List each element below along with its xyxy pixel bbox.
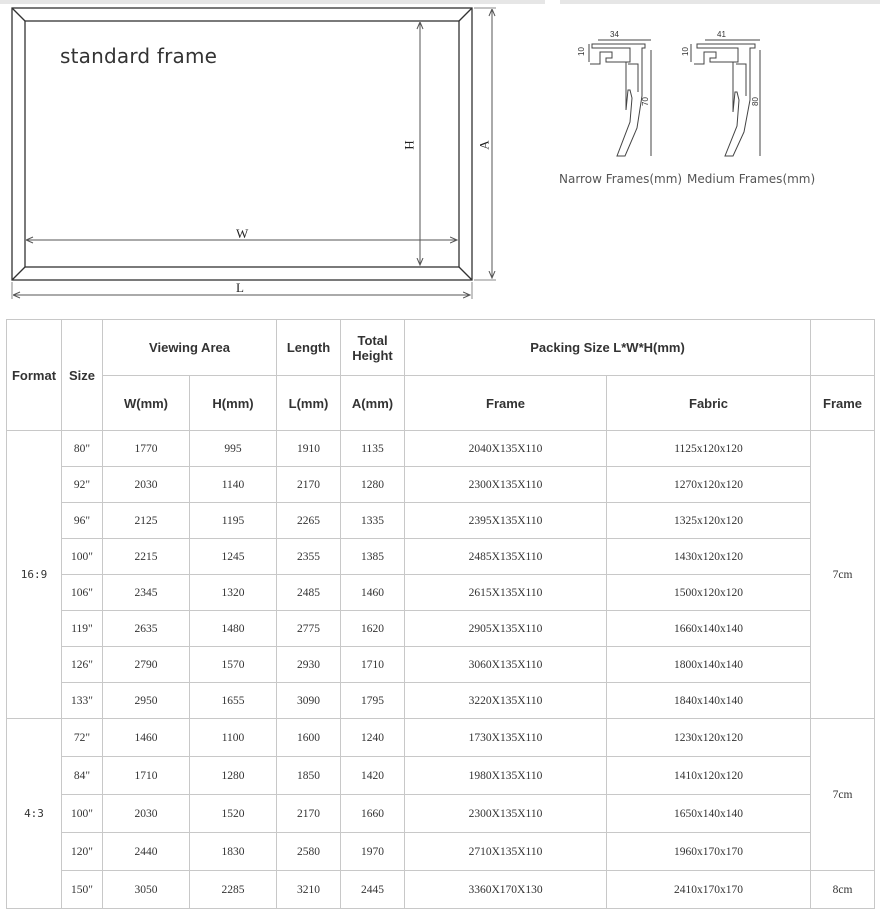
cell-size: 126": [62, 647, 103, 683]
cell-a: 1970: [341, 833, 405, 871]
narrow-width-value: 34: [610, 30, 619, 39]
cell-frame: 2615X135X110: [405, 575, 607, 611]
label-a: A: [476, 140, 492, 150]
header-total-height: Total Height: [341, 320, 405, 376]
cell-size: 100": [62, 795, 103, 833]
medium-depth-value: 80: [751, 97, 760, 106]
cell-w: 2125: [103, 503, 190, 539]
frame-width-4-3: 7cm: [811, 719, 875, 871]
diagram-title: standard frame: [60, 44, 218, 68]
header-length: Length: [277, 320, 341, 376]
cell-w: 2345: [103, 575, 190, 611]
cell-a: 1460: [341, 575, 405, 611]
table-row: [7, 503, 875, 539]
cell-size: 100": [62, 539, 103, 575]
header-frame: Frame: [405, 376, 607, 431]
narrow-lip-value: 10: [577, 47, 586, 56]
cell-a: 1385: [341, 539, 405, 575]
cell-size: 80": [62, 431, 103, 467]
cell-h: 1655: [190, 683, 277, 719]
cell-fabric: 1840x140x140: [607, 683, 811, 719]
frame-width-16-9: 7cm: [811, 431, 875, 719]
cell-size: 106": [62, 575, 103, 611]
cell-fabric: 1125x120x120: [607, 431, 811, 467]
cell-h: 1320: [190, 575, 277, 611]
header-packing: Packing Size L*W*H(mm): [405, 320, 811, 376]
cell-w: 2030: [103, 467, 190, 503]
cell-a: 1240: [341, 719, 405, 757]
cell-w: 2215: [103, 539, 190, 575]
frame-width-150: 8cm: [811, 871, 875, 909]
cell-a: 2445: [341, 871, 405, 909]
cell-frame: 2300X135X110: [405, 467, 607, 503]
medium-lip-value: 10: [681, 47, 690, 56]
cell-l: 3210: [277, 871, 341, 909]
table-row: [7, 719, 875, 757]
narrow-depth-value: 70: [641, 97, 650, 106]
cell-h: 1830: [190, 833, 277, 871]
cell-frame: 1980X135X110: [405, 757, 607, 795]
cell-frame: 2905X135X110: [405, 611, 607, 647]
header-a: A(mm): [341, 376, 405, 431]
table-row: [7, 467, 875, 503]
label-l: L: [236, 280, 244, 295]
cell-size: 150": [62, 871, 103, 909]
cell-fabric: 1960x170x170: [607, 833, 811, 871]
cell-frame: 2485X135X110: [405, 539, 607, 575]
cell-w: 2950: [103, 683, 190, 719]
table-row: [7, 611, 875, 647]
cell-l: 2355: [277, 539, 341, 575]
medium-frame-caption: Medium Frames(mm): [687, 172, 816, 186]
cell-frame: 2040X135X110: [405, 431, 607, 467]
cell-h: 1195: [190, 503, 277, 539]
cell-h: 1570: [190, 647, 277, 683]
cell-size: 72": [62, 719, 103, 757]
header-h: H(mm): [190, 376, 277, 431]
table-row: [7, 795, 875, 833]
cell-fabric: 1500x120x120: [607, 575, 811, 611]
cell-h: 1280: [190, 757, 277, 795]
cell-l: 2930: [277, 647, 341, 683]
cell-fabric: 1325x120x120: [607, 503, 811, 539]
cell-h: 995: [190, 431, 277, 467]
cell-a: 1280: [341, 467, 405, 503]
cell-frame: 2395X135X110: [405, 503, 607, 539]
label-w: W: [236, 226, 249, 241]
cell-size: 96": [62, 503, 103, 539]
cell-size: 84": [62, 757, 103, 795]
cell-a: 1620: [341, 611, 405, 647]
cell-w: 2635: [103, 611, 190, 647]
cell-a: 1135: [341, 431, 405, 467]
cell-h: 2285: [190, 871, 277, 909]
cell-size: 119": [62, 611, 103, 647]
spec-table: [6, 319, 875, 909]
cell-size: 120": [62, 833, 103, 871]
header-fabric: Fabric: [607, 376, 811, 431]
cell-fabric: 1230x120x120: [607, 719, 811, 757]
cell-l: 3090: [277, 683, 341, 719]
cell-l: 1910: [277, 431, 341, 467]
format-4-3: 4:3: [7, 719, 62, 909]
table-row: [7, 647, 875, 683]
header-format: Format: [7, 320, 62, 431]
cell-h: 1520: [190, 795, 277, 833]
cell-frame: 2710X135X110: [405, 833, 607, 871]
cell-w: 1460: [103, 719, 190, 757]
cell-fabric: 1410x120x120: [607, 757, 811, 795]
cell-h: 1245: [190, 539, 277, 575]
table-row: [7, 431, 875, 467]
cell-size: 92": [62, 467, 103, 503]
header-blank: [811, 320, 875, 376]
cell-h: 1100: [190, 719, 277, 757]
format-16-9: 16:9: [7, 431, 62, 719]
table-row: [7, 757, 875, 795]
cell-fabric: 2410x170x170: [607, 871, 811, 909]
cell-w: 2790: [103, 647, 190, 683]
cell-a: 1420: [341, 757, 405, 795]
cell-frame: 3220X135X110: [405, 683, 607, 719]
cell-l: 2265: [277, 503, 341, 539]
cell-a: 1335: [341, 503, 405, 539]
header-viewing-area: Viewing Area: [103, 320, 277, 376]
cell-frame: 2300X135X110: [405, 795, 607, 833]
cell-h: 1140: [190, 467, 277, 503]
cell-w: 1770: [103, 431, 190, 467]
header-frame-width: Frame: [811, 376, 875, 431]
header-l: L(mm): [277, 376, 341, 431]
cell-size: 133": [62, 683, 103, 719]
cell-l: 2170: [277, 795, 341, 833]
cell-l: 2775: [277, 611, 341, 647]
medium-width-value: 41: [717, 30, 726, 39]
cell-fabric: 1650x140x140: [607, 795, 811, 833]
header-w: W(mm): [103, 376, 190, 431]
cell-h: 1480: [190, 611, 277, 647]
cell-l: 1850: [277, 757, 341, 795]
medium-frame-profile: [691, 40, 760, 156]
table-row: [7, 683, 875, 719]
label-h: H: [401, 140, 417, 150]
cell-l: 2485: [277, 575, 341, 611]
cell-a: 1710: [341, 647, 405, 683]
cell-w: 3050: [103, 871, 190, 909]
cell-frame: 1730X135X110: [405, 719, 607, 757]
cell-l: 2580: [277, 833, 341, 871]
cell-fabric: 1800x140x140: [607, 647, 811, 683]
cell-a: 1795: [341, 683, 405, 719]
cell-w: 2440: [103, 833, 190, 871]
cell-l: 1600: [277, 719, 341, 757]
table-row: [7, 833, 875, 871]
cell-a: 1660: [341, 795, 405, 833]
cell-frame: 3360X170X130: [405, 871, 607, 909]
cell-w: 2030: [103, 795, 190, 833]
header-size: Size: [62, 320, 103, 431]
table-row: [7, 575, 875, 611]
cell-fabric: 1660x140x140: [607, 611, 811, 647]
table-row: [7, 539, 875, 575]
cell-fabric: 1270x120x120: [607, 467, 811, 503]
narrow-frame-caption: Narrow Frames(mm): [559, 172, 683, 186]
cell-l: 2170: [277, 467, 341, 503]
table-row: [7, 871, 875, 909]
cell-w: 1710: [103, 757, 190, 795]
cell-frame: 3060X135X110: [405, 647, 607, 683]
cell-fabric: 1430x120x120: [607, 539, 811, 575]
